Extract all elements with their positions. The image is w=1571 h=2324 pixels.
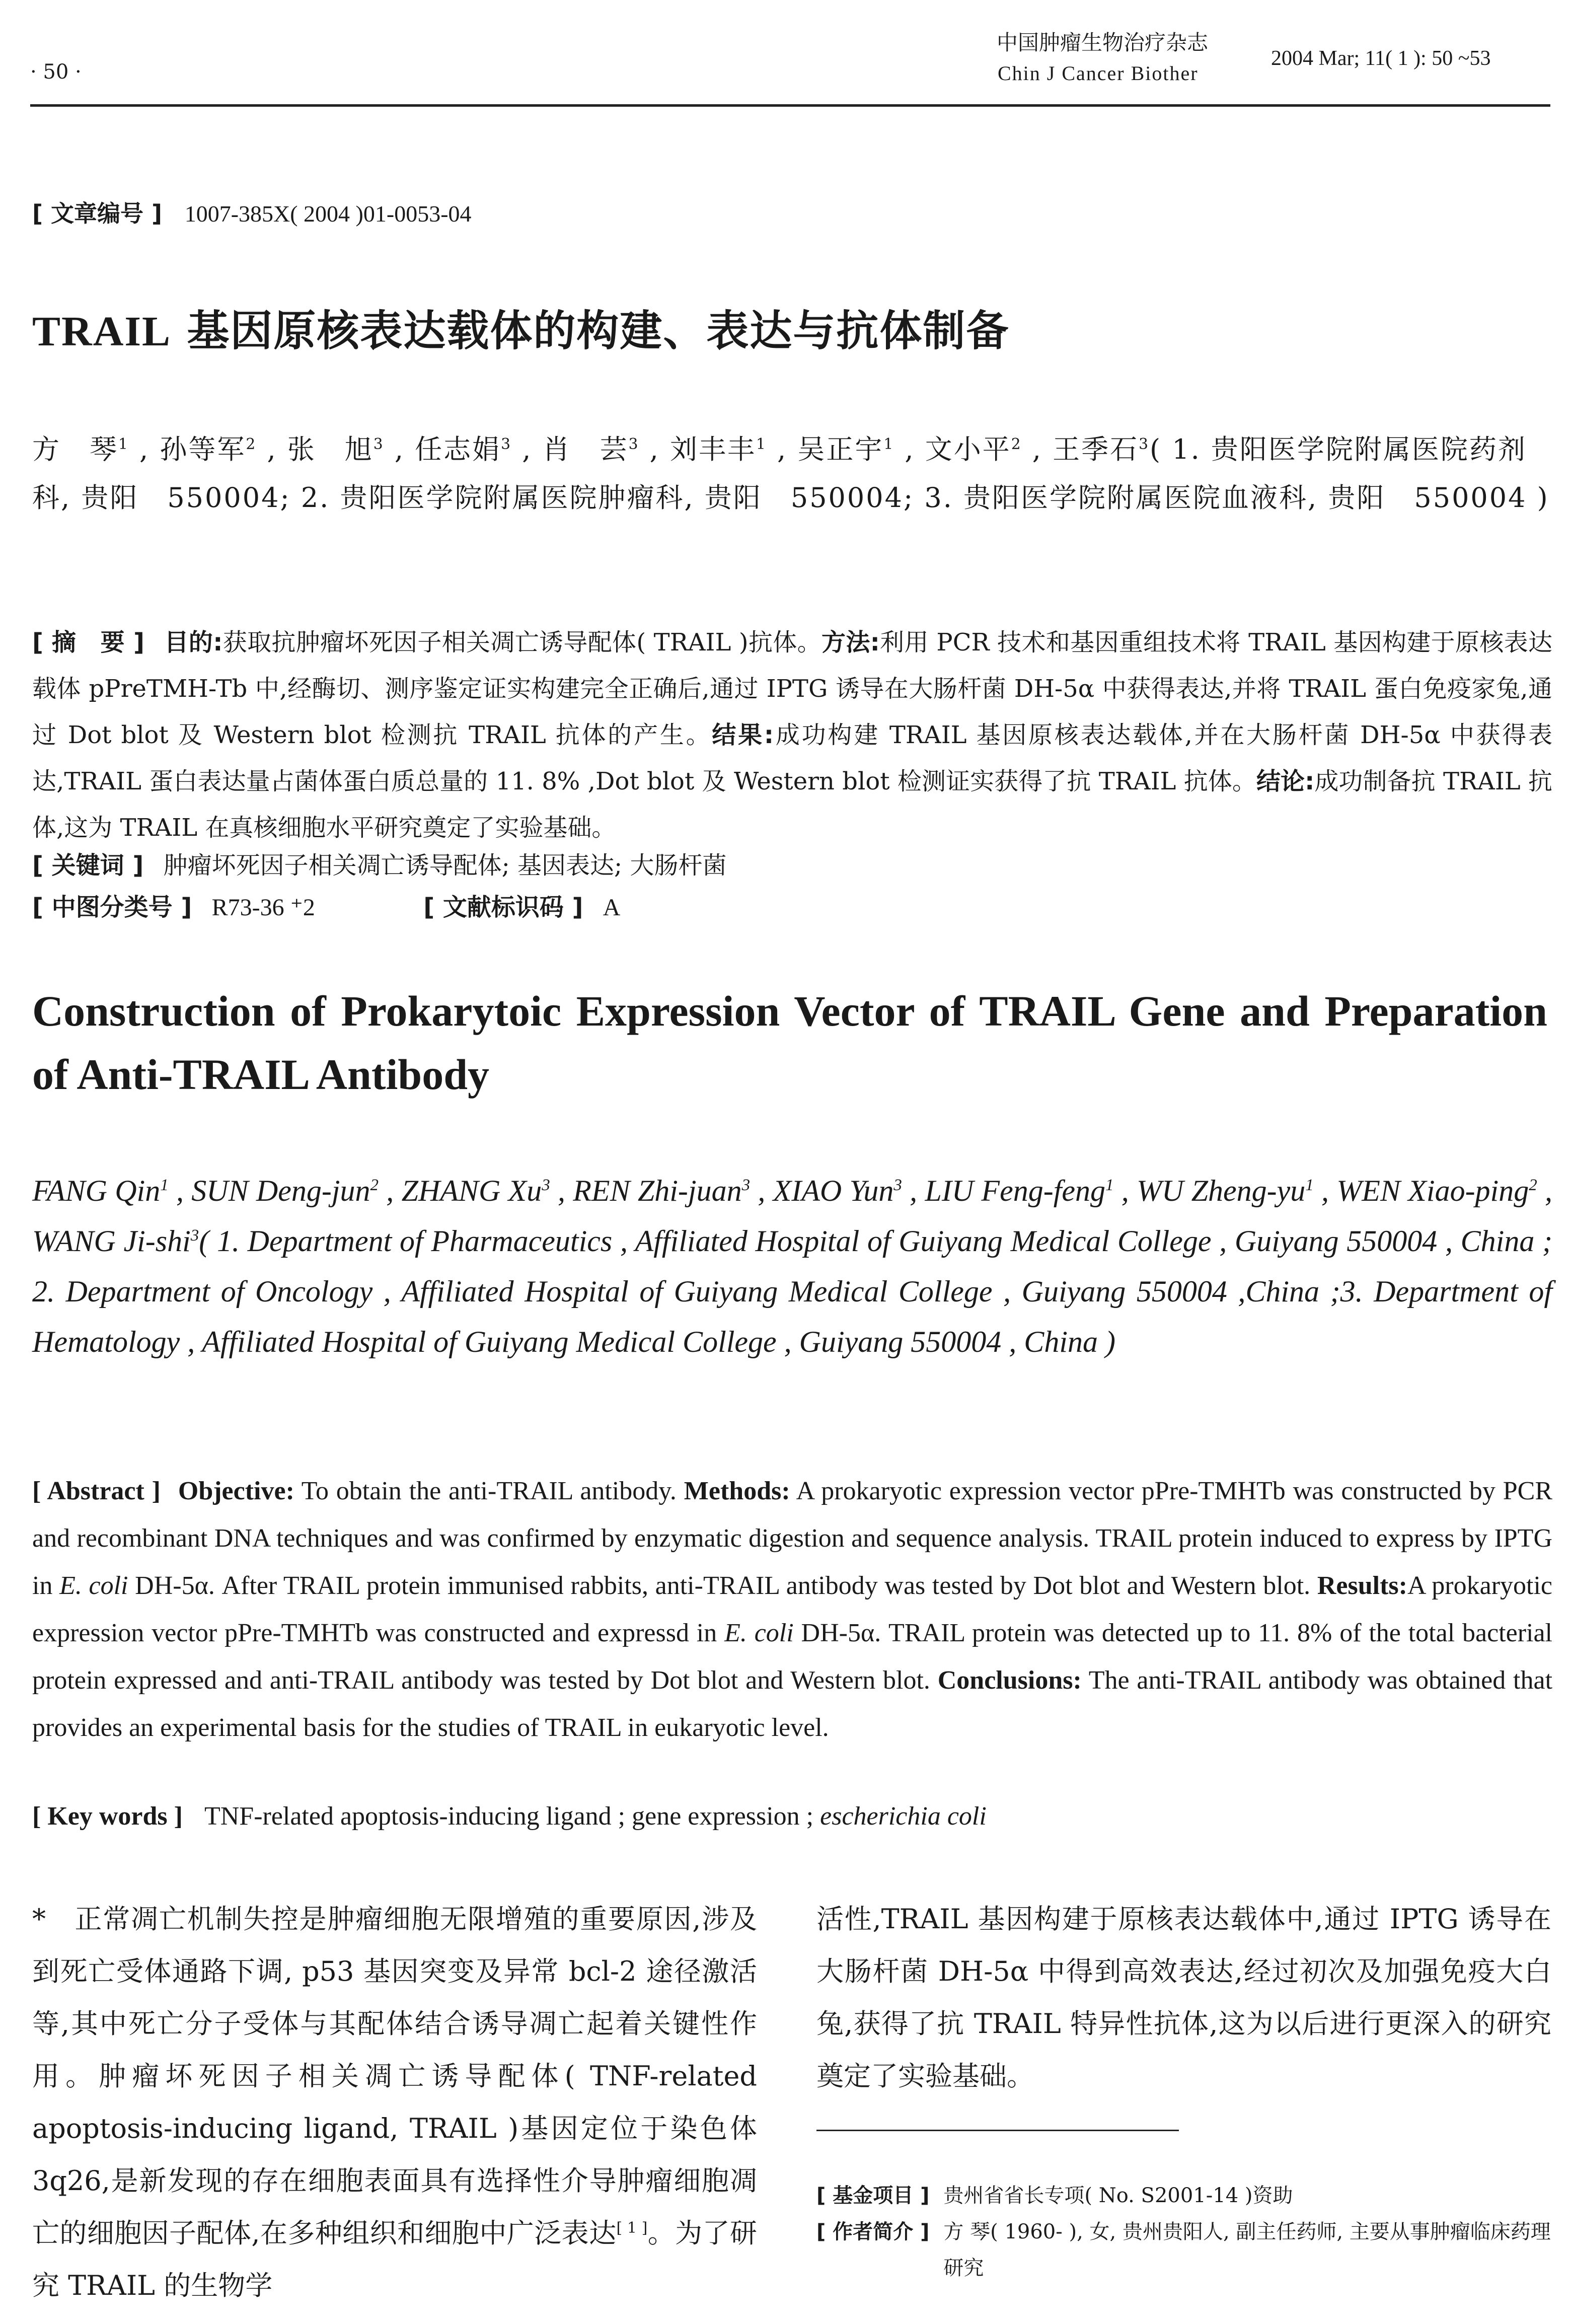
abstract-cn-results-label: 结果:: [712, 721, 774, 749]
abstract-cn-conclusion: 成功制备抗 TRAIL 抗体,这为 TRAIL 在真核细胞水平研究奠定了实验基础。: [32, 767, 1552, 842]
author-en-name: FANG Qin: [32, 1174, 161, 1207]
author-en-separator: ,: [1537, 1174, 1553, 1207]
author-en-name: SUN Deng-jun: [191, 1174, 370, 1207]
title-cn-rest: 基因原核表达载体的构建、表达与抗体制备: [171, 306, 1010, 355]
keywords-cn: [32, 846, 1552, 881]
author-cn-separator: ,: [129, 433, 160, 465]
footnote-fund-label: [ 基金项目 ]: [816, 2184, 930, 2207]
journal-date-volume: 2004 Mar; 11( 1 ): 50 ~53: [1271, 47, 1491, 70]
author-cn-name: 方 琴: [32, 433, 118, 465]
author-cn-sup: 1: [883, 435, 895, 453]
article-number-label: [ 文章编号 ]: [32, 200, 163, 227]
author-cn-separator: ,: [1022, 433, 1053, 465]
author-cn-name: 孙等军: [160, 433, 246, 465]
author-en-sup: 3: [190, 1226, 199, 1245]
abstract-en-conclusions-label: Conclusions:: [937, 1666, 1082, 1695]
abstract-en-conclusions: The anti-TRAIL antibody was obtained that provides an experimental basis for the studies of TRAIL in eukaryotic level.: [32, 1666, 1553, 1742]
author-cn-name: 吴正宇: [797, 433, 884, 465]
author-en-separator: ,: [1313, 1174, 1337, 1207]
author-cn-name: 文小平: [925, 433, 1011, 465]
body-column-left: [32, 1893, 757, 2312]
author-cn-name: 刘丰丰: [669, 433, 756, 465]
keywords-en-label: [ Key words ]: [32, 1802, 183, 1831]
abstract-en-methods-b: DH-5α. After TRAIL protein immunised rabbits, anti-TRAIL antibody was tested by Dot blot and Western blot.: [128, 1571, 1317, 1600]
author-en-sup: 2: [370, 1176, 379, 1194]
body-left-text-b: 。为了研究 TRAIL 的生物学: [32, 2217, 757, 2301]
journal-title-en: Chin J Cancer Biother: [998, 62, 1199, 85]
author-cn-name: 任志娟: [415, 433, 501, 465]
author-cn-sup: 3: [373, 435, 385, 453]
affiliations-cn: ( 1. 贵阳医学院附属医院药剂科, 贵阳 550004; 2. 贵阳医学院附属医院肿瘤科, 贵阳 550004; 3. 贵阳医学院附属医院血液科, 贵阳 550004 ): [32, 433, 1549, 514]
footnote-rule: [816, 2130, 1179, 2131]
classification-value: R73-36 ⁺2: [211, 894, 315, 921]
article-number: [32, 195, 472, 229]
author-en-separator: ,: [750, 1174, 773, 1207]
author-en-separator: ,: [168, 1174, 192, 1207]
author-cn-name: 肖 芸: [542, 433, 629, 465]
author-en-name: XIAO Yun: [773, 1174, 894, 1207]
keywords-en-value: TNF-related apoptosis-inducing ligand ; gene expression ;: [204, 1802, 820, 1831]
author-cn-sup: 3: [1139, 435, 1150, 453]
header-rule: [30, 104, 1550, 107]
abstract-cn: [32, 619, 1552, 851]
author-en-name: WEN Xiao-ping: [1336, 1174, 1529, 1207]
author-en-sup: 1: [1305, 1176, 1314, 1194]
author-cn-name: 张 旭: [287, 433, 373, 465]
author-cn-separator: ,: [767, 433, 798, 465]
abstract-en-label: [ Abstract ]: [32, 1477, 161, 1505]
page-number: · 50 ·: [30, 60, 82, 84]
author-en-name: LIU Feng-feng: [925, 1174, 1105, 1207]
author-en-sup: 3: [542, 1176, 550, 1194]
body-left-ref: [ 1 ]: [616, 2219, 648, 2237]
title-en: Construction of Prokarytoic Expression Vector of TRAIL Gene and Preparation of Anti-TRAIL Antibody: [32, 987, 1547, 1099]
abstract-en-methods-a: A prokaryotic expression vector pPre-TMHTb was constructed by PCR and recombinant DNA techniques and was confirmed by enzymatic digestion and sequence analysis. TRAIL protein induced to express by IPTG in: [32, 1477, 1553, 1600]
author-cn-separator: ,: [639, 433, 670, 465]
abstract-en-results-b: DH-5α. TRAIL protein was detected up to 11. 8% of the total bacterial protein expressed and anti-TRAIL antibody was tested by Dot blot and Western blot.: [32, 1619, 1552, 1695]
author-en-separator: ,: [1113, 1174, 1137, 1207]
footnote-author-label: [ 作者简介 ]: [816, 2220, 930, 2243]
author-cn-sup: 2: [246, 435, 257, 453]
affiliations-en: ( 1. Department of Pharmaceutics , Affiliated Hospital of Guiyang Medical College , Guiyang 550004 , China ; 2. Department of Oncology , Affiliated Hospital of Guiyang Medical College , Guiyang 550004 ,China ;3. Department of Hematology , Affiliated Hospital of Guiyang Medical College , Guiyang 550004 , China ): [32, 1224, 1553, 1358]
journal-title-cn: 中国肿瘤生物治疗杂志: [997, 30, 1209, 55]
author-cn-separator: ,: [384, 433, 415, 465]
body-column-right: 活性,TRAIL 基因构建于原核表达载体中,通过 IPTG 诱导在大肠杆菌 DH-5α 中得到高效表达,经过初次及加强免疫大白兔,获得了抗 TRAIL 特异性抗体,这为以后进行更深入的研究奠定了实验基础。: [816, 1903, 1551, 2092]
keywords-en: [32, 1801, 1552, 1831]
abstract-en-results-label: Results:: [1317, 1571, 1407, 1600]
author-cn-sup: 1: [118, 435, 129, 453]
author-cn-separator: ,: [257, 433, 287, 465]
author-cn-sup: 3: [501, 435, 512, 453]
abstract-en-results-a: A prokaryotic expression vector pPre-TMHTb was constructed and expressd in: [32, 1571, 1552, 1647]
author-cn-sup: 3: [628, 435, 640, 453]
abstract-cn-results: 成功构建 TRAIL 基因原核表达载体,并在大肠杆菌 DH-5α 中获得表达,TRAIL 蛋白表达量占菌体蛋白质总量的 11. 8% ,Dot blot 及 Western blot 检测证实获得了抗 TRAIL 抗体。: [32, 721, 1552, 795]
author-en-separator: ,: [902, 1174, 925, 1207]
abstract-en-objective: To obtain the anti-TRAIL antibody.: [294, 1477, 684, 1505]
author-en-separator: ,: [550, 1174, 573, 1207]
abstract-cn-label: [ 摘 要 ]: [32, 628, 144, 657]
author-en-separator: ,: [379, 1174, 402, 1207]
footnote-author-text: 方 琴( 1960- ), 女, 贵州贵阳人, 副主任药师, 主要从事肿瘤临床药理研究: [943, 2220, 1551, 2280]
abstract-en-objective-label: Objective:: [178, 1477, 294, 1505]
abstract-en-ecoli-2: E. coli: [724, 1619, 794, 1647]
author-en-name: WU Zheng-yu: [1137, 1174, 1306, 1207]
abstract-cn-methods: 利用 PCR 技术和基因重组技术将 TRAIL 基因构建于原核表达载体 pPreTMH-Tb 中,经酶切、测序鉴定证实构建完全正确后,通过 IPTG 诱导在大肠杆菌 DH-5α 中获得表达,并将 TRAIL 蛋白免疫家兔,通过 Dot blot 及 Western blot 检测抗 TRAIL 抗体的产生。: [32, 628, 1552, 749]
author-en-name: ZHANG Xu: [401, 1174, 542, 1207]
author-cn-separator: ,: [512, 433, 543, 465]
abstract-cn-conclusion-label: 结论:: [1256, 767, 1315, 795]
footnotes: [816, 2177, 1551, 2286]
author-cn-sup: 2: [1011, 435, 1022, 453]
footnote-author: [816, 2214, 1551, 2286]
footnote-fund: [816, 2177, 1551, 2214]
title-cn-latin: TRAIL: [32, 308, 172, 355]
doc-code-label: [ 文献标识码 ]: [423, 893, 583, 921]
footnote-fund-text: 贵州省省长专项( No. S2001-14 )资助: [943, 2184, 1293, 2207]
author-en-name: REN Zhi-juan: [573, 1174, 742, 1207]
authors-en: [32, 1166, 1552, 1367]
author-en-sup: 3: [741, 1176, 751, 1194]
author-cn-separator: ,: [894, 433, 925, 465]
abstract-en-ecoli-1: E. coli: [59, 1571, 128, 1600]
body-left-text-a: * 正常凋亡机制失控是肿瘤细胞无限增殖的重要原因,涉及到死亡受体通路下调, p53 基因突变及异常 bcl-2 途径激活等,其中死亡分子受体与其配体结合诱导凋亡起着关键性作用。肿瘤坏死因子相关凋亡诱导配体( TNF-related apoptosis-inducing ligand, TRAIL )基因定位于染色体 3q26,是新发现的存在细胞表面具有选择性介导肿瘤细胞凋亡的细胞因子配体,在多种组织和细胞中广泛表达: [32, 1903, 757, 2249]
author-en-sup: 2: [1529, 1176, 1537, 1194]
title-cn: [32, 297, 1009, 358]
abstract-en: [32, 1468, 1552, 1752]
abstract-en-methods-label: Methods:: [684, 1477, 790, 1505]
keywords-cn-value: 肿瘤坏死因子相关凋亡诱导配体; 基因表达; 大肠杆菌: [163, 851, 727, 880]
doc-code-value: A: [603, 894, 621, 921]
classification-label: [ 中图分类号 ]: [32, 893, 192, 921]
keywords-en-value-italic: escherichia coli: [820, 1802, 987, 1831]
author-en-sup: 1: [1105, 1176, 1114, 1194]
abstract-cn-objective-label: 目的:: [164, 628, 223, 657]
article-number-value: 1007-385X( 2004 )01-0053-04: [184, 201, 472, 227]
author-cn-name: 王季石: [1053, 433, 1139, 465]
abstract-cn-methods-label: 方法:: [821, 628, 880, 657]
authors-cn: [32, 425, 1552, 522]
classification-row: [32, 888, 1552, 922]
authors-cn-list: [32, 433, 1150, 465]
author-en-sup: 3: [893, 1176, 902, 1194]
author-cn-sup: 1: [756, 435, 767, 453]
author-en-sup: 1: [160, 1176, 169, 1194]
abstract-cn-objective: 获取抗肿瘤坏死因子相关凋亡诱导配体( TRAIL )抗体。: [222, 628, 821, 657]
author-en-name: WANG Ji-shi: [32, 1224, 191, 1258]
keywords-cn-label: [ 关键词 ]: [32, 851, 144, 880]
